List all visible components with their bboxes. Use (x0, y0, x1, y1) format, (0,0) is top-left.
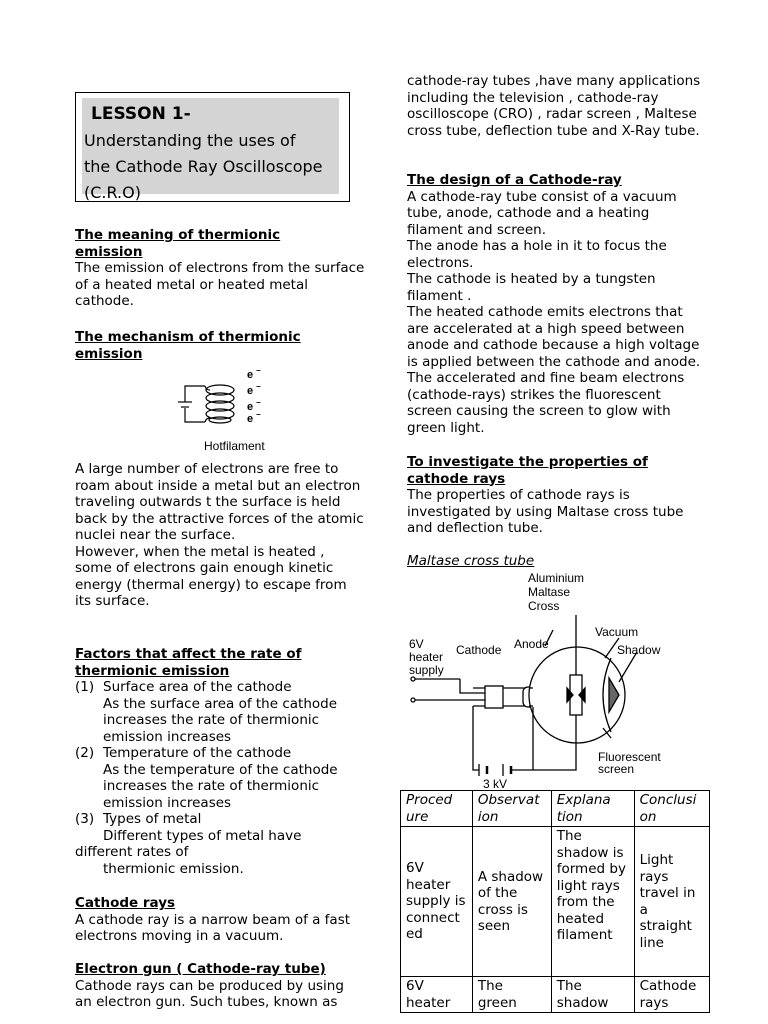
cathode-rays-section (75, 895, 365, 945)
investigate-section (407, 454, 707, 537)
label-cathode: Cathode (456, 643, 502, 657)
label-vacuum: Vacuum (595, 625, 639, 639)
factor-number-2: (2) (75, 745, 95, 761)
table-header-row (401, 791, 710, 827)
label-anode: Anode (514, 637, 549, 651)
electron-gun-text: Cathode rays can be produced by using an electron gun. Such tubes, known as (75, 977, 344, 1010)
design-text-3: The cathode is heated by a tungsten filament . (407, 271, 656, 304)
label-shadow: Shadow (617, 643, 661, 657)
factor-detail-3a: Different types of metal have (103, 827, 302, 844)
row2-conclusion: Cathode rays (634, 977, 709, 1013)
hot-filament-caption: Hotfilament (204, 439, 265, 453)
header-conclusion: Conclusi on (634, 791, 709, 827)
design-heading: The design of a Cathode-ray (407, 172, 622, 188)
label-screen: screen (598, 762, 635, 776)
factor-number-3: (3) (75, 811, 95, 827)
electron-charge-4: − (256, 410, 261, 419)
factor-detail-1: As the surface area of the cathode increases the rate of thermionic emission increases (103, 695, 338, 745)
factor-detail-3b: different rates of (75, 844, 189, 860)
investigate-heading: To investigate the properties of cathode rays (407, 454, 648, 487)
hot-filament-diagram (170, 366, 280, 456)
electron-charge-3: − (256, 398, 261, 407)
factors-heading: Factors that affect the rate of thermionic emission (75, 646, 302, 679)
lesson-title-shading (82, 98, 339, 202)
mechanism-text-2: However, when the metal is heated , some of electrons gain enough kinetic energy (thermal energy) to escape from its surface. (75, 543, 347, 609)
label-fluorescent: Fluorescent (598, 750, 661, 764)
electron-label-1: e (247, 369, 254, 381)
label-6v: 6V (409, 637, 424, 651)
factor-item-1 (75, 679, 365, 696)
mechanism-text-block (75, 461, 365, 610)
factor-item-3 (75, 811, 365, 828)
label-aluminium: Aluminium (528, 571, 585, 585)
factors-section (75, 646, 365, 877)
factor-title-3: Types of metal (103, 811, 202, 827)
label-supply: supply (409, 663, 444, 677)
electron-charge-2: − (256, 382, 261, 391)
mechanism-text-1: A large number of electrons are free to roam about inside a metal but an electron traveling outwards t the surface is held back by the attractive forces of the atomic nuclei near the surface. (75, 461, 364, 543)
factor-number-1: (1) (75, 679, 95, 695)
cathode-rays-heading: Cathode rays (75, 895, 176, 911)
factor-detail-3c: thermionic emission. (103, 860, 244, 877)
row1-explanation: The shadow is formed by light rays from the heated filament (551, 827, 634, 977)
label-cross: Cross (528, 599, 560, 613)
cathode-rays-text: A cathode ray is a narrow beam of a fast electrons moving in a vacuum. (75, 911, 351, 944)
design-section (407, 172, 707, 436)
lesson-subtitle-line-2: the Cathode Ray Oscilloscope (84, 157, 323, 176)
design-text-1: A cathode-ray tube consist of a vacuum tube, anode, cathode and a heating filament and screen. (407, 188, 677, 238)
row2-observation: The green (472, 977, 551, 1013)
row2-procedure: 6V heater (401, 977, 473, 1013)
header-procedure: Proced ure (401, 791, 473, 827)
electron-charge-1: − (256, 366, 261, 375)
row1-conclusion: Light rays travel in a straight line (634, 827, 709, 977)
electron-label-2: e (247, 385, 254, 397)
maltase-cross-label: Maltase cross tube (407, 553, 535, 569)
label-3kv: 3 kV (483, 777, 508, 790)
design-text-4: The heated cathode emits electrons that are accelerated at a high speed between anode and cathode because a high voltage is applied between the cathode and anode. The accelerated and fine beam electrons (cathode-rays) strikes the fluorescent screen causing the screen to glow with green light. (407, 304, 701, 436)
electron-label-4: e (247, 413, 254, 425)
intro-section (407, 73, 707, 139)
table-row (401, 827, 710, 977)
investigate-text: The properties of cathode rays is investigated by using Maltase cross tube and deflection tube. (407, 487, 684, 536)
label-maltase: Maltase (528, 585, 571, 599)
electron-gun-heading: Electron gun ( Cathode-ray tube) (75, 961, 326, 977)
design-text-2: The anode has a hole in it to focus the electrons. (407, 238, 667, 271)
factor-title-2: Temperature of the cathode (103, 745, 292, 761)
table-row (401, 977, 710, 1013)
maltase-label-block (407, 553, 707, 570)
maltase-cross-tube-diagram (405, 570, 705, 790)
lesson-title-box (75, 92, 350, 202)
factor-item-2 (75, 745, 365, 762)
header-explanation: Explana tion (551, 791, 634, 827)
lesson-subtitle (84, 128, 339, 206)
lesson-subtitle-line-1: Understanding the uses of (84, 131, 296, 150)
label-heater: heater (409, 650, 444, 664)
meaning-section (75, 227, 365, 310)
mechanism-section (75, 329, 365, 362)
header-observation: Observat ion (472, 791, 551, 827)
meaning-text: The emission of electrons from the surface of a heated metal or heated metal cathode. (75, 260, 365, 309)
electron-label-3: e (247, 401, 254, 413)
meaning-heading: The meaning of thermionic emission (75, 227, 281, 260)
maltase-results-table (400, 790, 710, 1013)
factor-title-1: Surface area of the cathode (103, 679, 292, 695)
intro-text: cathode-ray tubes ,have many applications including the television , cathode-ray oscilloscope (CRO) , radar screen , Maltese cross tube, deflection tube and X-Ray tube. (407, 73, 701, 139)
lesson-subtitle-line-3: (C.R.O) (84, 183, 141, 202)
row2-explanation: The shadow (551, 977, 634, 1013)
electron-gun-section (75, 961, 365, 1011)
lesson-number: LESSON 1- (91, 104, 191, 124)
mechanism-heading: The mechanism of thermionic emission (75, 329, 301, 362)
row1-procedure: 6V heater supply is connect ed (401, 827, 473, 977)
row1-observation: A shadow of the cross is seen (472, 827, 551, 977)
factor-detail-2: As the temperature of the cathode increases the rate of thermionic emission increases (103, 761, 338, 811)
